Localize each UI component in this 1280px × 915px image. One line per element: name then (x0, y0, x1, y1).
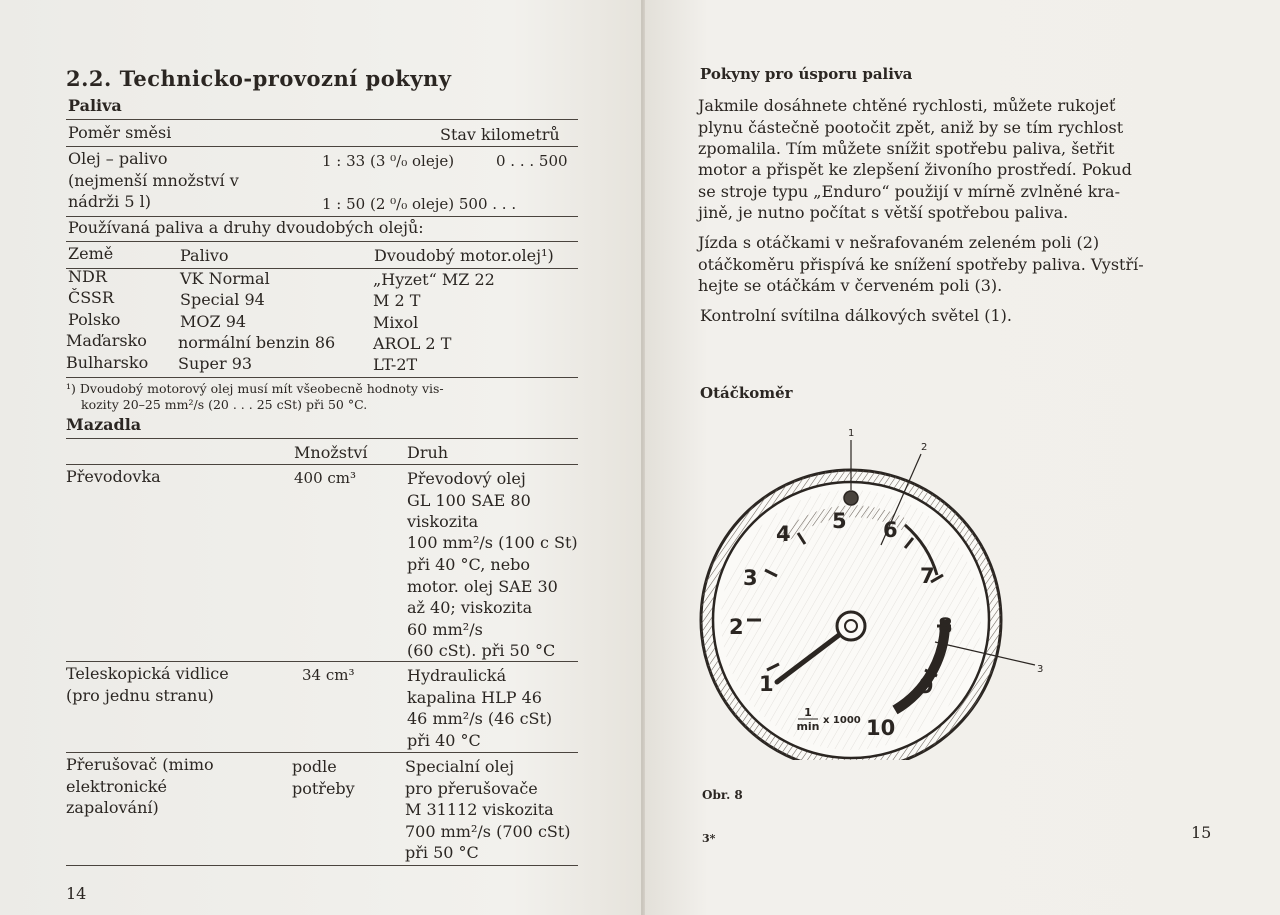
callout-label: 3 (1037, 664, 1044, 675)
dial-number: 10 (866, 716, 896, 740)
rule (66, 119, 578, 120)
rule (66, 464, 578, 465)
rule (66, 865, 578, 866)
rule (66, 241, 578, 242)
lubricant-name: zapalování) (66, 798, 159, 817)
lubricant-type-line: 700 mm²/s (700 cSt) (405, 822, 571, 841)
col-header-country: Země (68, 244, 114, 263)
table-row-country: Bulharsko (66, 353, 149, 372)
lubricant-type-line: při 40 °C, nebo (407, 555, 531, 574)
lubricant-type-line: 60 mm²/s (407, 620, 483, 639)
fuel-used-heading: Používaná paliva a druhy dvoudobých olejů: (68, 218, 424, 237)
callout-label: 1 (848, 428, 855, 439)
table-row-country: Polsko (68, 310, 121, 329)
lubricant-type-line: při 50 °C (405, 843, 479, 862)
lubricant-type-line: až 40; viskozita (407, 598, 533, 617)
dial-number: 1 (759, 672, 774, 696)
dial-number: 2 (729, 615, 744, 639)
table-row-fuel: Super 93 (178, 354, 253, 373)
col-header-amount: Množství (294, 443, 368, 462)
text-line: plynu částečně pootočit zpět, aniž by se tím rychlost (698, 118, 1124, 137)
text-line: Jízda s otáčkami v nešrafovaném zeleném poli (2) (698, 233, 1100, 252)
odometer-header: Stav kilometrů (440, 125, 560, 144)
text-line: hejte se otáčkám v červeném poli (3). (698, 276, 1003, 295)
high-beam-lamp-icon (844, 491, 858, 505)
text-line: otáčkoměru přispívá ke snížení spotřeby paliva. Vystří- (698, 255, 1144, 274)
tachometer-figure (685, 420, 1065, 760)
fuel-heading: Paliva (68, 96, 122, 115)
unit-denominator: min (796, 720, 820, 733)
lubricant-type-line: 46 mm²/s (46 cSt) (407, 709, 553, 728)
high-beam-note: Kontrolní svítilna dálkových světel (1). (700, 306, 1012, 325)
fuel-saving-heading: Pokyny pro úsporu paliva (700, 65, 913, 83)
lubricant-type-line: (60 cSt). při 50 °C (407, 641, 556, 660)
lubricant-amount: podle (292, 757, 337, 776)
footnote-line-1: ¹) Dvoudobý motorový olej musí mít všeobecně hodnoty vis- (66, 381, 444, 396)
text-line: jině, je nutno počítat s větší spotřebou paliva. (698, 203, 1069, 222)
ratio-2: 1 : 50 (2 ⁰/₀ oleje) 500 . . . (322, 195, 517, 213)
lubricant-type-line: Hydraulická (407, 666, 507, 685)
tachometer-heading: Otáčkoměr (700, 384, 793, 402)
lubricant-name: elektronické (66, 777, 168, 796)
rule (66, 377, 578, 378)
table-row-fuel: VK Normal (180, 269, 270, 288)
mix-line-3: nádrži 5 l) (68, 192, 151, 211)
rule (66, 661, 578, 662)
lubricant-type-line: kapalina HLP 46 (407, 688, 542, 707)
lubricant-amount: 34 cm³ (302, 666, 355, 684)
lubricant-type-line: 100 mm²/s (100 c St) (407, 533, 578, 552)
table-row-oil: LT-2T (373, 355, 418, 374)
rule (66, 752, 578, 753)
text-line: se stroje typu „Enduro“ použijí v mírně zvlněné kra- (698, 182, 1120, 201)
text-line: motor a přispět ke zlepšení živoního prostředí. Pokud (698, 160, 1132, 179)
mix-line-2: (nejmenší množství v (68, 171, 239, 190)
dial-number: 8 (938, 614, 953, 638)
lubricant-amount: potřeby (292, 779, 355, 798)
dial-number: 3 (743, 566, 758, 590)
lubricant-type-line: pro přerušovače (405, 779, 538, 798)
figure-caption: Obr. 8 (702, 788, 743, 802)
sheet-mark: 3* (702, 832, 716, 845)
unit-multiplier: x 1000 (823, 715, 861, 726)
lubricant-type-line: GL 100 SAE 80 (407, 491, 531, 510)
km-range-1: 0 . . . 500 (496, 152, 568, 170)
rule (66, 268, 578, 269)
table-row-fuel: MOZ 94 (180, 312, 247, 331)
needle-hub (837, 612, 865, 640)
page-number: 15 (1191, 823, 1212, 842)
lubricant-type-line: Specialní olej (405, 757, 515, 776)
col-header-oil: Dvoudobý motor.olej¹) (374, 246, 554, 265)
ratio-header: Poměr směsi (68, 123, 172, 142)
lubricant-name: Převodovka (66, 467, 161, 486)
right-page (645, 0, 1280, 915)
table-row-oil: M 2 T (373, 291, 421, 310)
dial-number: 5 (832, 509, 847, 533)
table-row-oil: AROL 2 T (373, 334, 452, 353)
lubricant-type-line: M 31112 viskozita (405, 800, 554, 819)
lubricant-type-line: Převodový olej (407, 469, 526, 488)
rule (66, 146, 578, 147)
rule (66, 216, 578, 217)
table-row-country: NDR (68, 267, 107, 286)
section-title: 2.2. Technicko-provozní pokyny (66, 66, 452, 91)
lubricant-amount: 400 cm³ (294, 469, 357, 487)
page-number: 14 (66, 884, 87, 903)
lubricant-name: Přerušovač (mimo (66, 755, 214, 774)
callout-label: 2 (921, 442, 928, 453)
dial-number: 7 (920, 564, 935, 588)
table-row-fuel: normální benzin 86 (178, 333, 336, 352)
rule (66, 438, 578, 439)
dial-number: 6 (883, 518, 898, 542)
col-header-fuel: Palivo (180, 246, 229, 265)
table-row-fuel: Special 94 (180, 290, 265, 309)
dial-number: 4 (776, 522, 791, 546)
table-row-oil: „Hyzet“ MZ 22 (373, 270, 495, 289)
lubricant-name: Teleskopická vidlice (66, 664, 229, 683)
ratio-1: 1 : 33 (3 ⁰/₀ oleje) (322, 152, 455, 170)
text-line: zpomalila. Tím můžete snížit spotřebu paliva, šetřit (698, 139, 1115, 158)
footnote-line-2: kozity 20–25 mm²/s (20 . . . 25 cSt) při 50 °C. (81, 397, 368, 412)
table-row-country: Maďarsko (66, 331, 147, 350)
table-row-country: ČSSR (68, 288, 114, 307)
col-header-type: Druh (407, 443, 449, 462)
mix-line-1: Olej – palivo (68, 149, 168, 168)
table-row-oil: Mixol (373, 313, 419, 332)
lubricant-type-line: viskozita (407, 512, 479, 531)
lubricants-heading: Mazadla (66, 415, 142, 434)
text-line: Jakmile dosáhnete chtěné rychlosti, můžete rukojeť (698, 96, 1116, 115)
dial-number: 9 (919, 674, 934, 698)
lubricant-type-line: motor. olej SAE 30 (407, 577, 558, 596)
unit-numerator: 1 (804, 706, 812, 719)
lubricant-name: (pro jednu stranu) (66, 686, 214, 705)
lubricant-type-line: při 40 °C (407, 731, 481, 750)
